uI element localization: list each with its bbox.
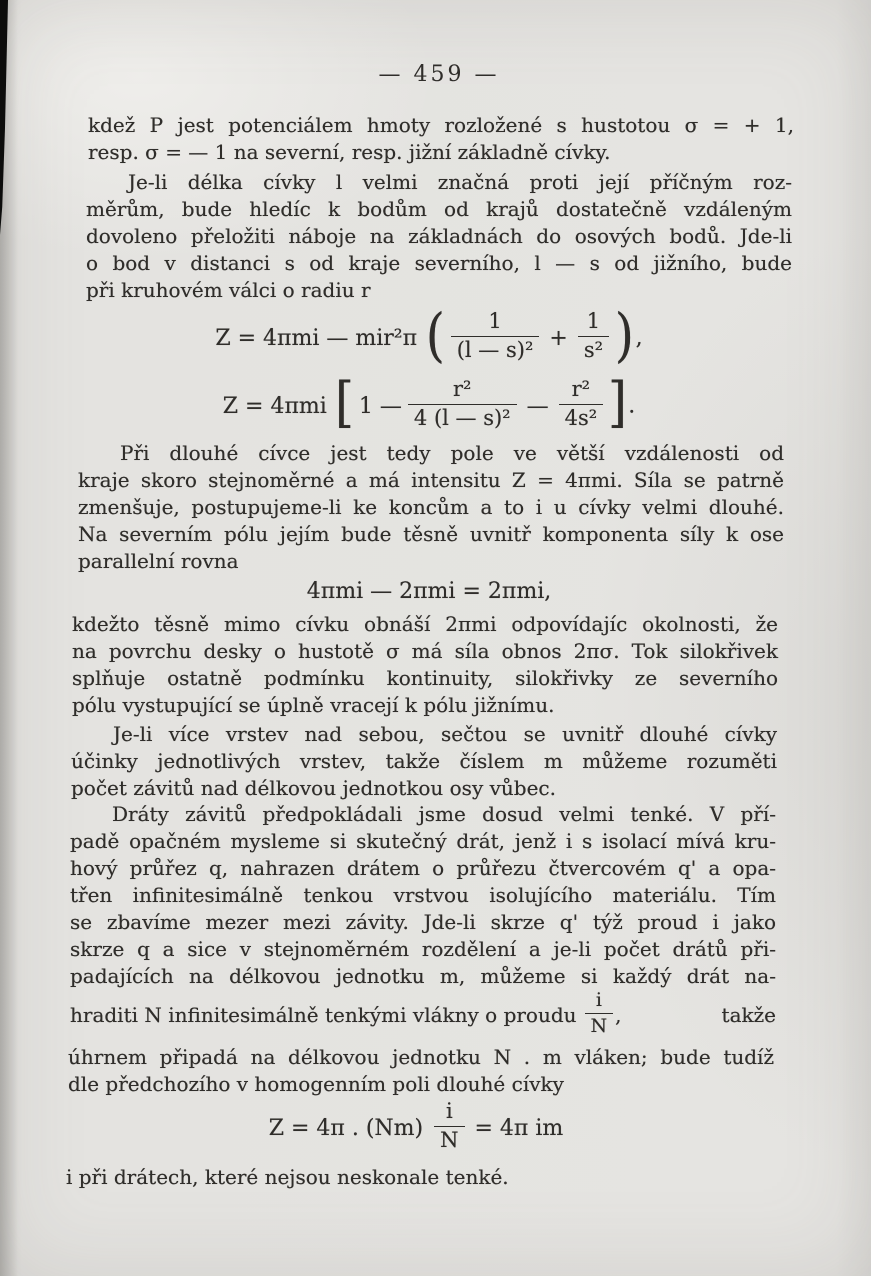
formula-z-parentheses: Z = 4πmi — mir²π ( $\frac{1}{\text{(l — s)²}}$ + $\frac{1}{\text{s²}}$ ), [215,300,643,369]
fraction [408,377,517,430]
formula-lhs: Z = 4π . (Nm) [268,1115,424,1141]
denominator: N [590,1015,608,1038]
text-line: dle předchozího v homogenním poli dlouhé cívky [68,1072,564,1096]
text-line: při kruhovém válci o radiu r [86,278,371,302]
formula-rhs: = 4π im [474,1115,564,1141]
numerator: 1 [451,309,540,337]
text-line: měrům, bude hledíc k bodům od krajů dostatečně vzdáleným [86,197,792,221]
text-line: Je-li délka cívky l velmi značná proti její příčným roz- [128,170,792,194]
formula-tail: . [628,393,636,419]
text-line: resp. σ = — 1 na severní, resp. jižní základně cívky. [88,140,611,164]
fraction [585,989,614,1038]
text-line: na povrchu desky o hustotě σ má síla obnos 2πσ. Tok silokřivek [72,639,778,663]
paragraph-3 [78,440,784,575]
denominator: N [440,1127,459,1152]
formula-pole-components: 4πmi — 2πmi = 2πmi, [306,579,552,604]
plus-sign: + [549,325,568,351]
line-text-after: takže [721,1002,776,1027]
text-line: splňuje ostatně podmínku kontinuity, silokřivky ze severního [72,666,778,690]
text-line: hový průřez q, nahrazen drátem o průřezu čtvercovém q' a opa- [70,856,776,880]
text-line: padajících na délkovou jednotku m, můžeme si každý drát na- [70,964,776,988]
text-line: počet závitů nad délkovou jednotkou osy vůbec. [71,776,556,800]
fraction [451,309,540,362]
numerator: r² [559,377,604,405]
text-line-with-fraction [70,991,776,1040]
comma: , [615,1002,622,1027]
paragraph-6-continued [68,1044,774,1098]
text-line: Je-li více vrstev nad sebou, sečtou se uvnitř dlouhé cívky [113,722,777,746]
text-line: parallelní rovna [78,549,239,573]
denominator: 4 (l — s)² [413,405,511,430]
denominator: 4s² [564,405,598,430]
text-line: padě opačném mysleme si skutečný drát, jenž i s isolací mívá kru- [70,829,776,853]
text-line: Dráty závitů předpokládali jsme dosud velmi tenké. V pří- [112,802,776,826]
text-line: kraje skoro stejnoměrné a má intensitu Z = 4πmi. Síla se patrně [78,468,784,492]
paragraph-6-fraction-line [70,991,776,1040]
paragraph-5 [71,721,777,802]
numerator: i [585,989,614,1014]
text-line: se zbavíme mezer mezi závity. Jde-li skrze q' týž proud i jako [70,910,776,934]
fraction [434,1099,464,1152]
denominator: s² [583,337,604,362]
text-line: účinky jednotlivých vrstev, takže číslem m můžeme rozuměti [71,749,777,773]
paragraph-2 [86,169,792,304]
closing-paragraph [66,1164,772,1191]
text-line: kdežto těsně mimo cívku obnáší 2πmi odpovídajíc okolnosti, že [72,612,778,636]
text-line: kdež P jest potenciálem hmoty rozložené s hustotou σ = + 1, [88,113,794,137]
formula-lhs: Z = 4πmi — mir²π [215,325,418,351]
numerator: 1 [578,309,609,337]
text-line: Na severním pólu jejím bude těsně uvnitř komponenta síly k ose [78,522,784,546]
text-line: o bod v distanci s od kraje severního, l — s od jižního, bude [86,251,792,275]
text-line: pólu vystupující se úplně vracejí k pólu jižnímu. [72,693,555,717]
text-line: i při drátech, které nejsou neskonale tenké. [66,1165,509,1189]
denominator: (l — s)² [456,337,534,362]
line-text-before: hraditi N infinitesimálně tenkými vlákny o proudu [70,1002,577,1027]
paragraph-4 [72,611,778,719]
formula-tail: , [635,325,643,351]
text-line: úhrnem připadá na délkovou jednotku N . m vláken; bude tudíž [68,1045,774,1069]
numerator: r² [408,377,517,405]
page-number: — 459 — [378,62,500,87]
formula-lhs: Z = 4πmi [222,393,327,419]
formula-lead: 1 — [358,393,402,419]
paragraph-1 [88,112,794,166]
fraction [559,377,604,430]
text-line: skrze q a sice v stejnoměrném rozdělení a je-li počet drátů při- [70,937,776,961]
text-line: zmenšuje, postupujeme-li ke koncům a to i u cívky velmi dlouhé. [78,495,784,519]
fraction [578,309,609,362]
text-line: dovoleno přeložiti náboje na základnách do osových bodů. Jde-li [86,224,792,248]
text-line: Při dlouhé cívce jest tedy pole ve větší vzdálenosti od [120,441,784,465]
numerator: i [434,1099,464,1127]
formula-homogeneous-field [66,1099,772,1155]
minus-sign: — [526,393,549,419]
formula-z-brackets: Z = 4πmi [ 1 — $\frac{\text{r²}}{\text{4 (l — s)²}}$ — $\frac{\text{r²}}{\text{4s²}}$ ]. [222,370,636,434]
text-line: třen infinitesimálně tenkou vrstvou isolujícího materiálu. Tím [70,883,776,907]
paragraph-6 [70,801,776,990]
